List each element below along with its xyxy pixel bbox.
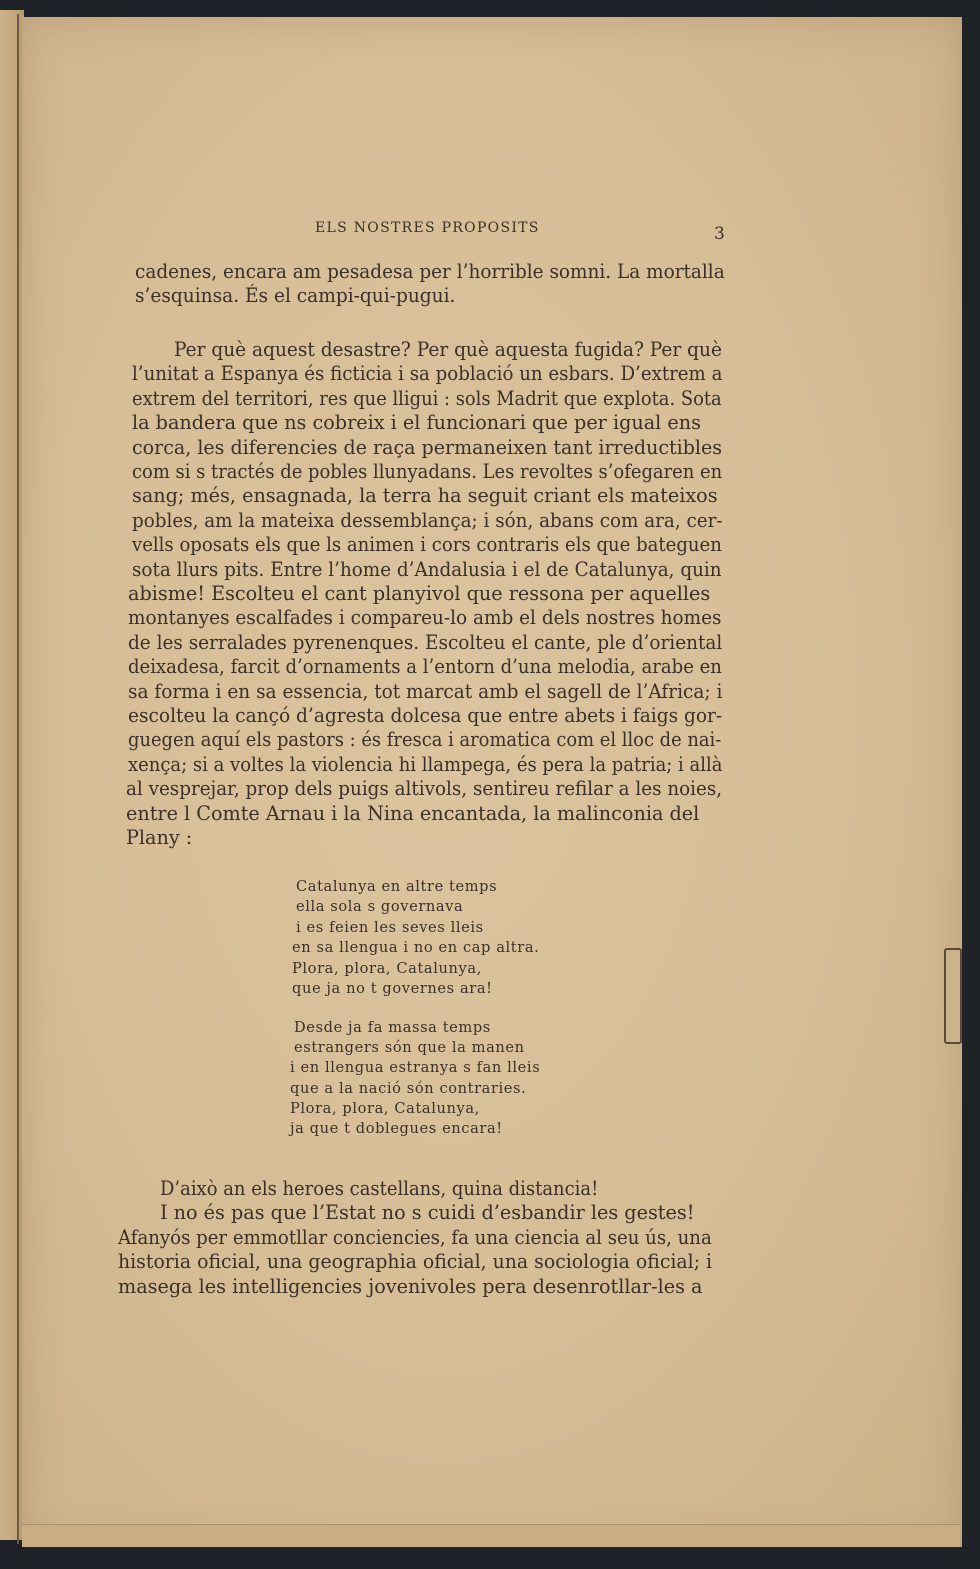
book-binding-edge — [0, 10, 24, 1540]
poem-line: estrangers són que la manen — [294, 1039, 525, 1057]
poem-line: que a la nació són contraries. — [290, 1079, 527, 1097]
poem-line: Desde ja fa massa temps — [294, 1019, 491, 1036]
poem-line: i es feien les seves lleis — [296, 918, 484, 936]
text-line: xença; si a voltes la violencia hi llampega, és pera la patria; i allà — [128, 752, 723, 776]
running-head: ELS NOSTRES PROPOSITS — [315, 220, 540, 236]
text-line: s’esquinsa. És el campi-qui-pugui. — [135, 284, 456, 307]
text-line: historia oficial, una geographia oficial, una sociologia oficial; i — [118, 1250, 713, 1274]
text-line: com si s tractés de pobles llunyadans. Les revoltes s’ofegaren en — [132, 460, 723, 483]
text-line: Afanyós per emmotllar conciencies, fa una ciencia al seu ús, una — [118, 1225, 712, 1249]
text-line: al vesprejar, prop dels puigs altivols, sentireu refilar a les noies, — [126, 777, 723, 801]
text-line: entre l Comte Arnau i la Nina encantada, la malinconia del — [126, 801, 700, 825]
poem-line: Plora, plora, Catalunya, — [292, 959, 482, 977]
text-line: cadenes, encara am pesadesa per l’horrible somni. La mortalla — [135, 260, 725, 283]
page-number: 3 — [714, 224, 725, 244]
poem-line: que ja no t governes ara! — [292, 980, 493, 997]
text-line: guegen aquí els pastors : és fresca i aromatica com el lloc de nai- — [128, 728, 722, 752]
text-line: sang; més, ensagnada, la terra ha seguit criant els mateixos — [132, 484, 718, 508]
text-line: sa forma i en sa essencia, tot marcat amb el sagell de l’Africa; i — [128, 679, 723, 703]
binding-shadow-line — [17, 14, 19, 1544]
text-line: I no és pas que l’Estat no s cuidi d’esbandir les gestes! — [160, 1201, 695, 1225]
poem-line: ja que t doblegues encara! — [290, 1120, 503, 1137]
text-line: extrem del territori, res que lligui : sols Madrit que explota. Sota — [132, 386, 722, 410]
text-line: l’unitat a Espanya és ficticia i sa població un esbars. D’extrem a — [132, 362, 723, 386]
text-line: abisme! Escolteu el cant planyivol que ressona per aquelles — [128, 582, 711, 605]
text-line: D’això an els heroes castellans, quina distancia! — [160, 1177, 599, 1200]
text-line: Plany : — [126, 826, 193, 849]
text-line: deixadesa, farcit d’ornaments a l’entorn d’una melodia, arabe en — [128, 655, 722, 679]
text-line: vells oposats els que ls animen i cors contraris els que bateguen — [132, 533, 722, 557]
page-clip-mark — [944, 948, 962, 1044]
poem-line: i en llengua estranya s fan lleis — [290, 1059, 541, 1077]
text-line: Per què aquest desastre? Per què aquesta fugida? Per què — [174, 338, 722, 361]
text-line: la bandera que ns cobreix i el funcionari que per igual ens — [132, 411, 701, 435]
text-line: de les serralades pyrenenques. Escolteu el cante, ple d’oriental — [128, 630, 723, 654]
page-bottom-edge — [22, 1524, 960, 1547]
poem-line: ella sola s governava — [296, 898, 464, 916]
text-line: corca, les diferencies de raça permaneixen tant irreductibles — [132, 435, 723, 459]
text-line: montanyes escalfades i compareu-lo amb el dels nostres homes — [128, 606, 722, 630]
poem-line: Plora, plora, Catalunya, — [290, 1099, 480, 1117]
text-line: sota llurs pits. Entre l’home d’Andalusia i el de Catalunya, quin — [132, 557, 722, 581]
text-line: masega les intelligencies jovenivoles pera desenrotllar-les a — [118, 1274, 703, 1298]
poem-line: en sa llengua i no en cap altra. — [292, 939, 540, 957]
poem-line: Catalunya en altre temps — [296, 878, 498, 895]
text-line: escolteu la cançó d’agresta dolcesa que entre abets i faigs gor- — [128, 704, 723, 727]
text-line: pobles, am la mateixa dessemblança; i són, abans com ara, cer- — [132, 508, 723, 532]
